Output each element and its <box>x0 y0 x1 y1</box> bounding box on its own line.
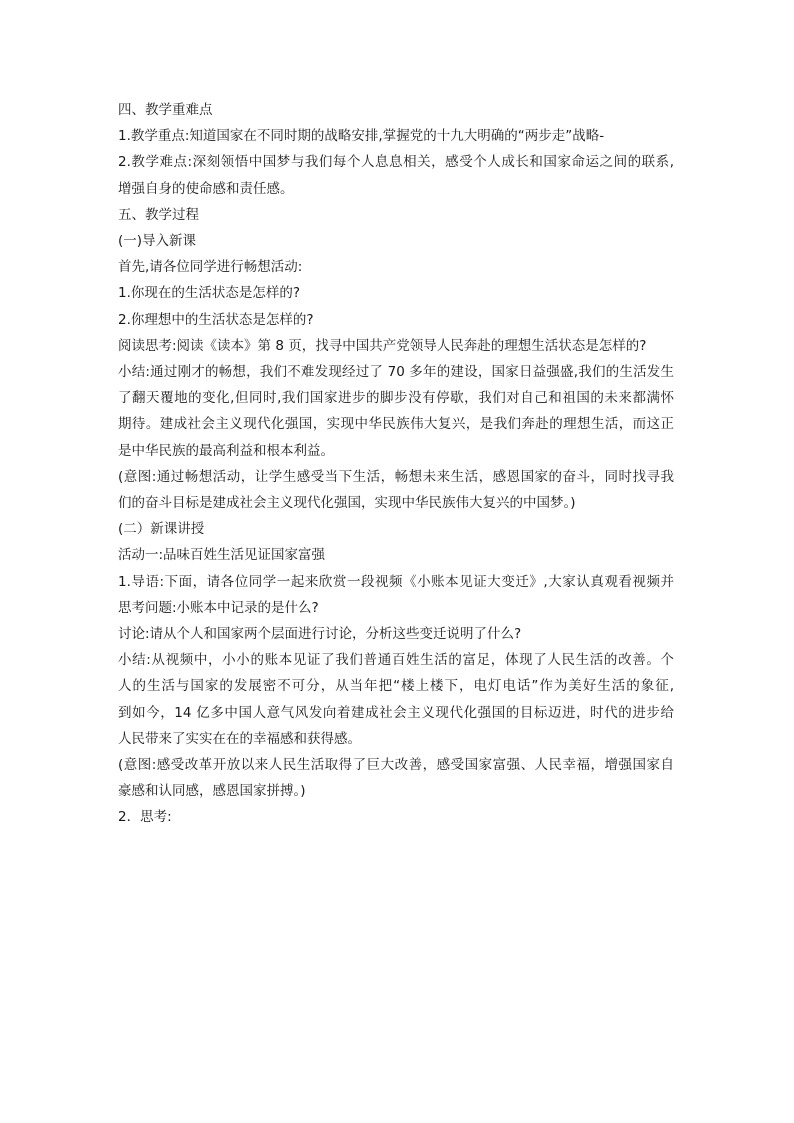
text-line: 2.你理想中的生活状态是怎样的? <box>118 311 314 328</box>
text-line: 讨论:请从个人和国家两个层面进行讨论，分析这些变迁说明了什么? <box>118 626 522 643</box>
text-line: 是中华民族的最高利益和根本利益。 <box>118 442 334 459</box>
section-heading-key-points <box>118 97 674 123</box>
text-line: 到如今，14 亿多中国人意气风发向着建成社会主义现代化强国的目标迈进，时代的进步给 <box>118 704 674 721</box>
reading-task <box>118 333 674 359</box>
text-line: 五、教学过程 <box>118 206 199 223</box>
text-line: (意图:感受改革开放以来人民生活取得了巨大改善，感受国家富强、人民幸福，增强国家自 <box>118 757 674 774</box>
intent-1 <box>118 464 674 516</box>
text-line: 增强自身的使命感和责任感。 <box>118 180 294 197</box>
text-line: (二）新课讲授 <box>118 521 205 538</box>
text-line: 豪感和认同感，感恩国家拼搏。) <box>118 783 306 800</box>
intro-activity <box>118 254 674 280</box>
text-line: 1.教学重点:知道国家在不同时期的战略安排,掌握党的十九大明确的“两步走”战略- <box>118 128 605 145</box>
section-heading-process <box>118 202 674 228</box>
intent-2 <box>118 752 674 804</box>
text-line: 小结:通过刚才的畅想，我们不难发现经过了 70 多年的建设，国家日益强盛,我们的生活发生 <box>118 364 674 381</box>
text-line: 小结:从视频中，小小的账本见证了我们普通百姓生活的富足，体现了人民生活的改善。个 <box>118 652 674 669</box>
document-body <box>118 97 674 831</box>
thinking-2 <box>118 804 674 830</box>
text-line: 首先,请各位同学进行畅想活动: <box>118 259 303 276</box>
text-line: 们的奋斗目标是建成社会主义现代化强国，实现中华民族伟大复兴的中国梦。) <box>118 495 576 512</box>
subheading-intro <box>118 228 674 254</box>
question-2 <box>118 307 674 333</box>
text-line: 期待。建成社会主义现代化强国，实现中华民族伟大复兴，是我们奔赴的理想生活，而这正 <box>118 416 674 433</box>
summary-2 <box>118 647 674 752</box>
text-line: (意图:通过畅想活动，让学生感受当下生活，畅想未来生活，感恩国家的奋斗，同时找寻我 <box>118 468 674 485</box>
text-line: 1.导语:下面，请各位同学一起来欣赏一段视频《小账本见证大变迁》,大家认真观看视频并 <box>118 573 674 590</box>
text-line: 2．思考: <box>118 809 172 826</box>
text-line: 人的生活与国家的发展密不可分，从当年把“楼上楼下，电灯电话”作为美好生活的象征, <box>118 678 674 695</box>
discussion <box>118 621 674 647</box>
text-line: 1.你现在的生活状态是怎样的? <box>118 285 301 302</box>
teaching-key-point <box>118 123 674 149</box>
text-line: 了翻天覆地的变化,但同时,我们国家进步的脚步没有停歇，我们对自己和祖国的未来都满怀 <box>118 390 674 407</box>
teaching-difficulty <box>118 149 674 201</box>
text-line: (一)导入新课 <box>118 233 197 250</box>
question-1 <box>118 280 674 306</box>
summary-1 <box>118 359 674 464</box>
text-line: 活动一:品味百姓生活见证国家富强 <box>118 547 326 564</box>
text-line: 思考问题:小账本中记录的是什么? <box>118 599 319 616</box>
subheading-new-lesson <box>118 516 674 542</box>
text-line: 人民带来了实实在在的幸福感和获得感。 <box>118 730 361 747</box>
activity-1-title <box>118 542 674 568</box>
text-line: 阅读思考:阅读《读本》第 8 页，找寻中国共产党领导人民奔赴的理想生活状态是怎样的? <box>118 337 647 354</box>
guide-1 <box>118 569 674 621</box>
text-line: 2.教学难点:深刻领悟中国梦与我们每个人息息相关，感受个人成长和国家命运之间的联系, <box>118 154 674 171</box>
text-line: 四、教学重难点 <box>118 102 213 118</box>
